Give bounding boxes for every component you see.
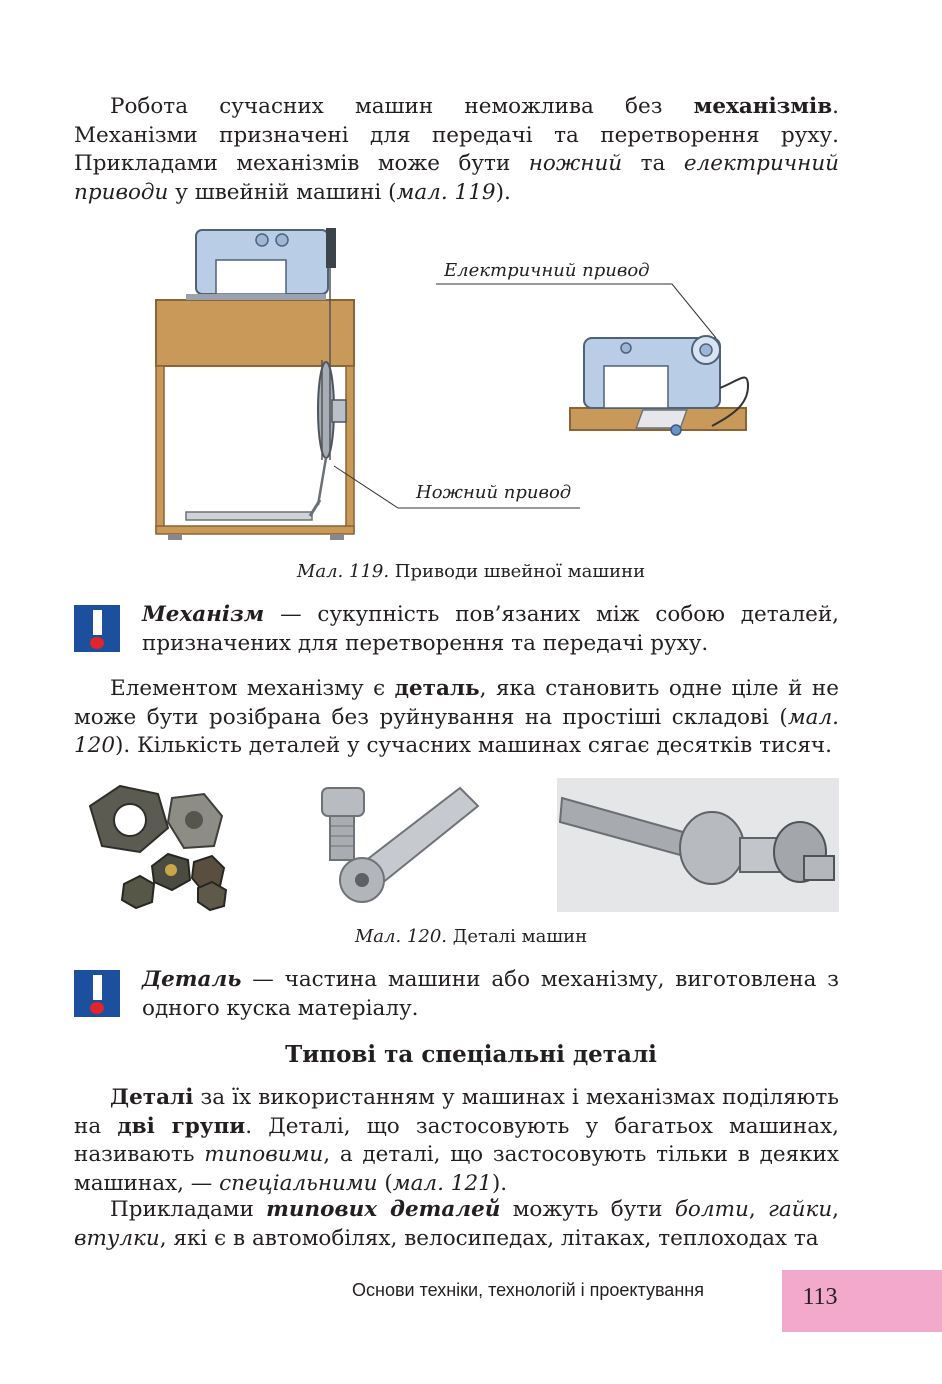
page-number: 113 <box>802 1284 838 1310</box>
definition-term: Деталь <box>142 967 242 992</box>
foot-drive-label: Ножний привод <box>416 482 572 503</box>
text-run: ). <box>495 179 511 205</box>
text-run: . Деталі, що застосовують у багатьох машинах, називають <box>74 1113 839 1167</box>
text-run: ). <box>491 1170 508 1196</box>
machine-parts-photos <box>0 776 942 916</box>
text-run: Прикладами <box>110 1197 267 1222</box>
figure-reference: мал. 121 <box>392 1170 492 1196</box>
definition-body: — сукупність пов’язаних між собою деталей, призначених для перетворення та передачі руху. <box>142 602 839 656</box>
text-run: та <box>622 151 684 176</box>
bolts-photo <box>316 778 484 912</box>
bold-term: механізмів <box>693 94 833 119</box>
definition-body: — частина машини або механізму, виготовлена з одного куска матеріалу. <box>142 967 839 1021</box>
italic-term: типовими <box>204 1142 324 1167</box>
nuts-photo <box>74 778 234 912</box>
figure-119-caption <box>0 561 942 582</box>
exclamation-icon <box>74 605 120 652</box>
italic-term: ножний <box>528 151 623 176</box>
figure-reference: мал. 119 <box>396 179 496 205</box>
italic-term: болти <box>674 1197 749 1222</box>
text-run: ( <box>377 1170 393 1196</box>
definition-text <box>142 966 839 1023</box>
text-run: , <box>748 1197 768 1222</box>
figure-119 <box>0 220 942 550</box>
text-run: Елементом механізму є <box>110 676 395 701</box>
text-run: , яка становить одне ціле й не може бути розібрана без руйнування на простіші складові ( <box>74 676 839 730</box>
caption-text: Приводи швейної машини <box>389 561 646 582</box>
section-heading: Типові та спеціальні деталі <box>285 1041 657 1068</box>
foot-drive-cabinet <box>156 228 354 540</box>
definition-term: Механізм <box>142 602 265 627</box>
text-run: ). Кількість деталей у сучасних машинах сягає десятків тисяч. <box>115 733 832 758</box>
detail-paragraph <box>74 675 839 761</box>
bold-term: дві групи <box>117 1113 246 1139</box>
text-run: у швейній машині ( <box>168 179 397 205</box>
text-run: , а деталі, що застосовують тільки в деяких машинах, — <box>74 1142 840 1196</box>
crankshaft-photo <box>557 778 839 912</box>
exclamation-icon <box>74 970 120 1017</box>
definition-note-detail <box>74 966 839 1028</box>
italic-term: спеціальними <box>219 1170 378 1196</box>
caption-number: Мал. 119. <box>296 561 390 582</box>
caption-text: Деталі машин <box>447 926 588 947</box>
figure-reference: мал. 120 <box>74 704 839 758</box>
text-run: . Механізми призначені для передачі та перетворення руху. Прикладами механізмів може бути <box>74 94 839 176</box>
electric-drive-label: Електричний привод <box>444 260 650 281</box>
text-run: можуть бути <box>500 1197 675 1222</box>
bold-term: Деталі <box>110 1085 194 1110</box>
text-run: Робота сучасних машин неможлива без <box>110 94 694 119</box>
groups-paragraph <box>74 1084 839 1198</box>
examples-paragraph <box>74 1196 839 1253</box>
intro-paragraph <box>74 93 839 207</box>
text-run: , <box>832 1197 840 1222</box>
page-number-box <box>782 1270 942 1332</box>
italic-term: електричний приводи <box>74 151 840 205</box>
figure-120-caption <box>0 926 942 947</box>
caption-number: Мал. 120. <box>354 926 448 947</box>
figure-120 <box>0 776 942 916</box>
bold-italic-term: типових деталей <box>266 1197 501 1222</box>
text-run: за їх використанням у машинах і механізмах поділяють на <box>74 1085 839 1139</box>
bold-term: деталь <box>394 676 480 701</box>
electric-drive-machine <box>570 336 748 435</box>
electric-drive-leader-line <box>436 284 716 338</box>
italic-term: гайки <box>767 1197 833 1222</box>
italic-term: втулки <box>74 1225 160 1251</box>
text-run: , які є в автомобілях, велосипедах, літаках, теплоходах та <box>159 1225 819 1251</box>
definition-note-mechanism <box>74 601 839 663</box>
definition-text <box>142 601 839 658</box>
book-title-footer: Основи техніки, технологій і проектування <box>352 1280 704 1300</box>
